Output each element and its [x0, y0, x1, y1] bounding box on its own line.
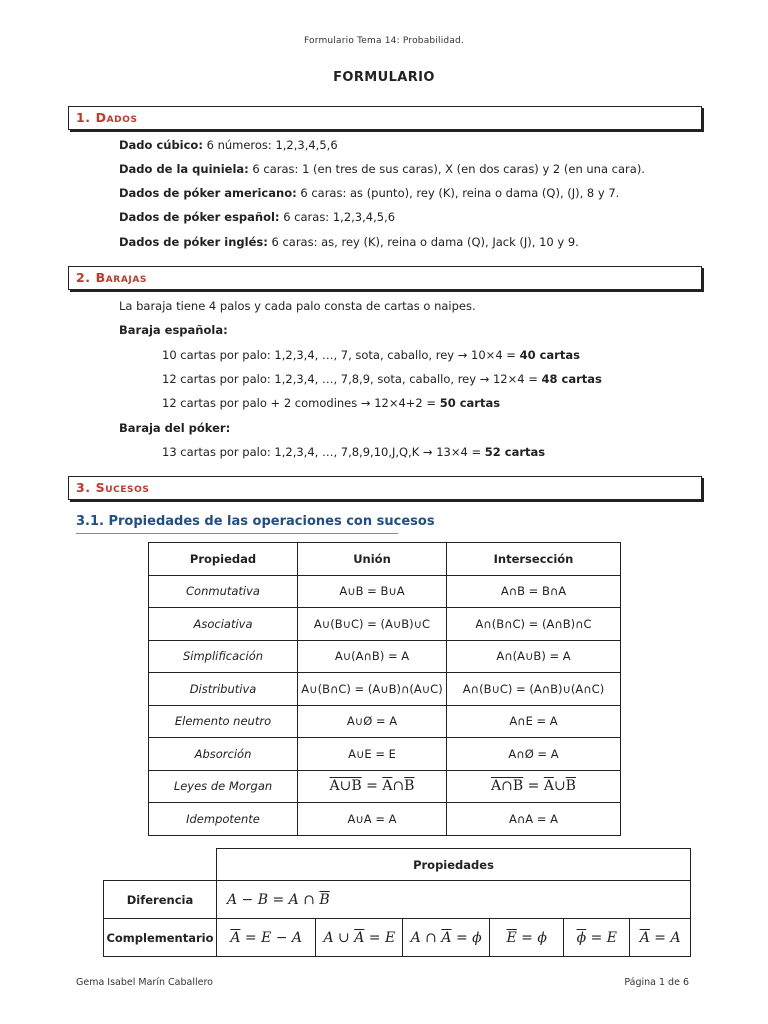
formula-lhs: A∩B — [491, 778, 524, 795]
intersection-formula: A∩(A∪B) = A — [447, 640, 621, 673]
dado-text: 6 caras: as, rey (K), reina o dama (Q), Jack (J), 10 y 9. — [267, 235, 579, 249]
dado-text: 6 caras: 1 (en tres de sus caras), X (en dos caras) y 2 (en una cara). — [248, 162, 645, 176]
complement-formula: $\overline{A} = E - A$ — [217, 919, 316, 957]
dado-label: Dado cúbico: — [119, 138, 203, 152]
running-header: Formulario Tema 14: Probabilidad. — [303, 36, 465, 46]
dados-line — [119, 138, 338, 152]
property-name: Elemento neutro — [149, 705, 298, 738]
complementario-label: Complementario — [104, 919, 217, 957]
intersection-formula: A∩Ø = A — [447, 738, 621, 771]
intersection-formula: A∩E = A — [447, 705, 621, 738]
section-title: 1. Dados — [76, 110, 138, 125]
morgan-union-formula: A∪B = $\overline{A}\cap\overline{B}$ — [298, 770, 447, 803]
table-row — [149, 640, 621, 673]
table-header: Propiedades — [217, 849, 691, 881]
baraja-total: 40 cartas — [519, 348, 580, 362]
property-name: Asociativa — [149, 608, 298, 641]
property-name: Absorción — [149, 738, 298, 771]
baraja-text: 12 cartas por palo: 1,2,3,4, …, 7,8,9, sota, caballo, rey → 12×4 = — [162, 372, 542, 386]
empty-corner — [104, 849, 217, 881]
baraja-line — [162, 372, 602, 386]
baraja-total: 48 cartas — [541, 372, 602, 386]
table-row — [149, 705, 621, 738]
section-title: 2. Barajas — [76, 270, 147, 285]
table-row — [104, 919, 691, 957]
dados-line — [119, 235, 579, 249]
complement-formula: $\overline{E} = \phi$ — [490, 919, 564, 957]
union-formula: A∪Ø = A — [298, 705, 447, 738]
dados-line — [119, 162, 645, 176]
table-header: Unión — [298, 543, 447, 576]
section-sucesos — [68, 476, 702, 500]
complement-formula: A ∩ $\overline{A} = \phi$ — [403, 919, 490, 957]
complement-table — [103, 848, 691, 957]
morgan-intersection-formula: A∩B = $\overline{A}\cup\overline{B}$ — [447, 770, 621, 803]
union-formula: A∪B = B∪A — [298, 575, 447, 608]
baraja-espanola-label: Baraja española: — [119, 323, 228, 337]
table-row — [149, 608, 621, 641]
dado-label: Dados de póker inglés: — [119, 235, 268, 249]
baraja-text: 10 cartas por palo: 1,2,3,4, …, 7, sota, caballo, rey → 10×4 = — [162, 348, 520, 362]
dado-label: Dados de póker español: — [119, 210, 280, 224]
baraja-text: 13 cartas por palo: 1,2,3,4, …, 7,8,9,10,J,Q,K → 13×4 = — [162, 445, 485, 459]
table-row — [149, 673, 621, 706]
property-name: Leyes de Morgan — [149, 770, 298, 803]
complement-formula: A ∪ $\overline{A} = E$ — [316, 919, 403, 957]
intersection-formula: A∩(B∩C) = (A∩B)∩C — [447, 608, 621, 641]
table-header: Propiedad — [149, 543, 298, 576]
subsection-title: 3.1. Propiedades de las operaciones con sucesos — [76, 514, 435, 529]
baraja-total: 50 cartas — [439, 396, 501, 410]
table-row — [104, 881, 691, 919]
barajas-intro: La baraja tiene 4 palos y cada palo consta de cartas o naipes. — [119, 299, 476, 313]
footer-page: Página 1 de 6 — [624, 977, 689, 988]
complement-formula: A = A — [630, 919, 691, 957]
baraja-total: 52 cartas — [484, 445, 546, 459]
formula-lhs: A∪B — [329, 778, 362, 795]
dado-text: 6 números: 1,2,3,4,5,6 — [202, 138, 338, 152]
intersection-formula: A∩B = B∩A — [447, 575, 621, 608]
footer-author: Gema Isabel Marín Caballero — [76, 977, 213, 988]
table-row — [149, 770, 621, 803]
complement-formula: $\overline{\phi} = E$ — [564, 919, 630, 957]
union-formula: A∪(B∪C) = (A∪B)∪C — [298, 608, 447, 641]
dado-label: Dados de póker americano: — [119, 186, 297, 200]
subsection-rule — [76, 533, 398, 534]
section-title: 3. Sucesos — [76, 480, 150, 495]
table-header: Intersección — [447, 543, 621, 576]
dados-line — [119, 186, 619, 200]
diferencia-formula: A − B = A ∩ $\overline{B}$ — [217, 881, 691, 919]
page-title: FORMULARIO — [333, 70, 435, 85]
dados-line — [119, 210, 395, 224]
properties-table — [148, 542, 621, 836]
baraja-line — [162, 348, 580, 362]
diferencia-label: Diferencia — [104, 881, 217, 919]
baraja-poker-label: Baraja del póker: — [119, 421, 231, 435]
property-name: Idempotente — [149, 803, 298, 836]
union-formula: A∪A = A — [298, 803, 447, 836]
table-row — [149, 738, 621, 771]
table-row — [149, 575, 621, 608]
union-formula: A∪(B∩C) = (A∪B)∩(A∪C) — [298, 673, 447, 706]
intersection-formula: A∩A = A — [447, 803, 621, 836]
dado-text: 6 caras: 1,2,3,4,5,6 — [279, 210, 396, 224]
property-name: Conmutativa — [149, 575, 298, 608]
dado-text: 6 caras: as (punto), rey (K), reina o dama (Q), (J), 8 y 7. — [296, 186, 620, 200]
baraja-line — [162, 445, 545, 459]
union-formula: A∪(A∩B) = A — [298, 640, 447, 673]
property-name: Simplificación — [149, 640, 298, 673]
section-dados — [68, 106, 702, 130]
baraja-line — [162, 396, 500, 410]
property-name: Distributiva — [149, 673, 298, 706]
table-row — [149, 803, 621, 836]
baraja-text: 12 cartas por palo + 2 comodines → 12×4+2 = — [162, 396, 440, 410]
intersection-formula: A∩(B∪C) = (A∩B)∪(A∩C) — [447, 673, 621, 706]
union-formula: A∪E = E — [298, 738, 447, 771]
dado-label: Dado de la quiniela: — [119, 162, 249, 176]
section-barajas — [68, 266, 702, 290]
